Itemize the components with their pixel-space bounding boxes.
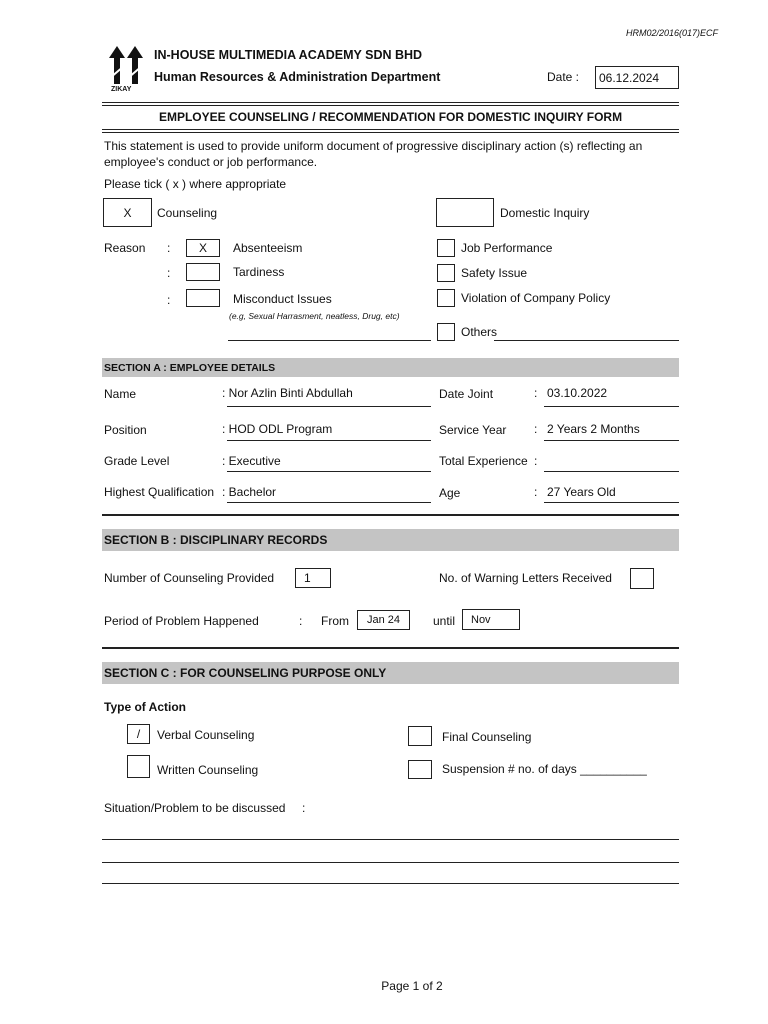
- total-experience-colon: :: [534, 454, 538, 468]
- position-value[interactable]: : HOD ODL Program: [222, 422, 333, 436]
- situation-line-2[interactable]: [102, 862, 679, 863]
- absenteeism-label: Absenteeism: [233, 241, 303, 255]
- grade-value[interactable]: : Executive: [222, 454, 281, 468]
- written-counseling-checkbox[interactable]: [127, 755, 150, 778]
- verbal-counseling-checkbox[interactable]: /: [127, 724, 150, 744]
- position-label: Position: [104, 423, 147, 437]
- grade-label: Grade Level: [104, 454, 170, 468]
- misconduct-label: Misconduct Issues: [233, 292, 332, 306]
- period-from-field[interactable]: Jan 24: [357, 610, 410, 630]
- section-a-header: SECTION A : EMPLOYEE DETAILS: [102, 358, 679, 377]
- counseling-provided-label: Number of Counseling Provided: [104, 571, 275, 585]
- type-of-action-heading: Type of Action: [104, 700, 186, 714]
- section-b-header: SECTION B : DISCIPLINARY RECORDS: [102, 529, 679, 551]
- others-checkbox[interactable]: [437, 323, 455, 341]
- safety-issue-checkbox[interactable]: [437, 264, 455, 282]
- form-title: EMPLOYEE COUNSELING / RECOMMENDATION FOR DOMESTIC INQUIRY FORM: [158, 110, 623, 124]
- misconduct-example: (e.g, Sexual Harrasment, neatless, Drug, etc): [229, 311, 400, 321]
- others-line[interactable]: [494, 340, 679, 341]
- situation-line-3[interactable]: [102, 883, 679, 884]
- written-counseling-label: Written Counseling: [157, 763, 259, 777]
- job-performance-label: Job Performance: [461, 241, 553, 255]
- age-value[interactable]: 27 Years Old: [547, 485, 616, 499]
- company-name: IN-HOUSE MULTIMEDIA ACADEMY SDN BHD: [154, 48, 423, 62]
- reason-colon-1: :: [167, 241, 171, 255]
- warning-letters-label: No. of Warning Letters Received: [439, 571, 612, 585]
- name-label: Name: [104, 387, 137, 401]
- violation-checkbox[interactable]: [437, 289, 455, 307]
- intro-line-1: This statement is used to provide uniform document of progressive disciplinary action (s) reflecting an: [104, 139, 643, 153]
- date-joint-colon: :: [534, 386, 538, 400]
- service-year-colon: :: [534, 422, 538, 436]
- situation-label: Situation/Problem to be discussed: [104, 801, 286, 815]
- absenteeism-checkbox[interactable]: X: [186, 239, 220, 257]
- service-year-value[interactable]: 2 Years 2 Months: [547, 422, 640, 436]
- domestic-inquiry-label: Domestic Inquiry: [500, 206, 590, 220]
- counseling-checkbox[interactable]: X: [103, 198, 152, 227]
- date-label: Date :: [547, 70, 580, 84]
- counseling-label: Counseling: [157, 206, 218, 220]
- domestic-inquiry-checkbox[interactable]: [436, 198, 494, 227]
- date-joint-value[interactable]: 03.10.2022: [547, 386, 608, 400]
- company-logo: [106, 44, 148, 96]
- misconduct-checkbox[interactable]: [186, 289, 220, 307]
- situation-line-1[interactable]: [102, 839, 679, 840]
- period-label: Period of Problem Happened: [104, 614, 259, 628]
- final-counseling-label: Final Counseling: [442, 730, 532, 744]
- service-year-label: Service Year: [439, 423, 507, 437]
- tardiness-checkbox[interactable]: [186, 263, 220, 281]
- reason-colon-3: :: [167, 293, 171, 307]
- verbal-counseling-label: Verbal Counseling: [157, 728, 255, 742]
- qualification-value[interactable]: : Bachelor: [222, 485, 277, 499]
- section-c-header: SECTION C : FOR COUNSELING PURPOSE ONLY: [102, 662, 679, 684]
- job-performance-checkbox[interactable]: [437, 239, 455, 257]
- violation-label: Violation of Company Policy: [461, 291, 611, 305]
- period-until-field[interactable]: Nov: [462, 609, 520, 630]
- department-name: Human Resources & Administration Department: [154, 70, 441, 84]
- age-colon: :: [534, 485, 538, 499]
- period-until-label: until: [433, 614, 456, 628]
- reason-label: Reason: [104, 241, 146, 255]
- reason-colon-2: :: [167, 266, 171, 280]
- date-field[interactable]: 06.12.2024: [595, 66, 679, 89]
- period-from-label: From: [321, 614, 349, 628]
- name-value[interactable]: : Nor Azlin Binti Abdullah: [222, 386, 353, 400]
- suspension-checkbox[interactable]: [408, 760, 432, 779]
- others-label: Others: [461, 325, 498, 339]
- warning-letters-field[interactable]: [630, 568, 654, 589]
- intro-line-2: employee's conduct or job performance.: [104, 155, 318, 169]
- tardiness-label: Tardiness: [233, 265, 285, 279]
- age-label: Age: [439, 486, 461, 500]
- page-number: Page 1 of 2: [381, 979, 443, 993]
- document-code: HRM02/2016(017)ECF: [626, 28, 719, 38]
- situation-colon: :: [302, 801, 306, 815]
- suspension-label: Suspension # no. of days __________: [442, 762, 647, 776]
- qualification-label: Highest Qualification: [104, 485, 215, 499]
- final-counseling-checkbox[interactable]: [408, 726, 432, 746]
- safety-issue-label: Safety Issue: [461, 266, 528, 280]
- counseling-provided-field[interactable]: 1: [295, 568, 331, 588]
- total-experience-label: Total Experience: [439, 454, 528, 468]
- date-joint-label: Date Joint: [439, 387, 494, 401]
- period-colon: :: [299, 614, 303, 628]
- logo-text: ZIKAY: [111, 86, 132, 93]
- tick-instruction: Please tick ( x ) where appropriate: [104, 177, 287, 191]
